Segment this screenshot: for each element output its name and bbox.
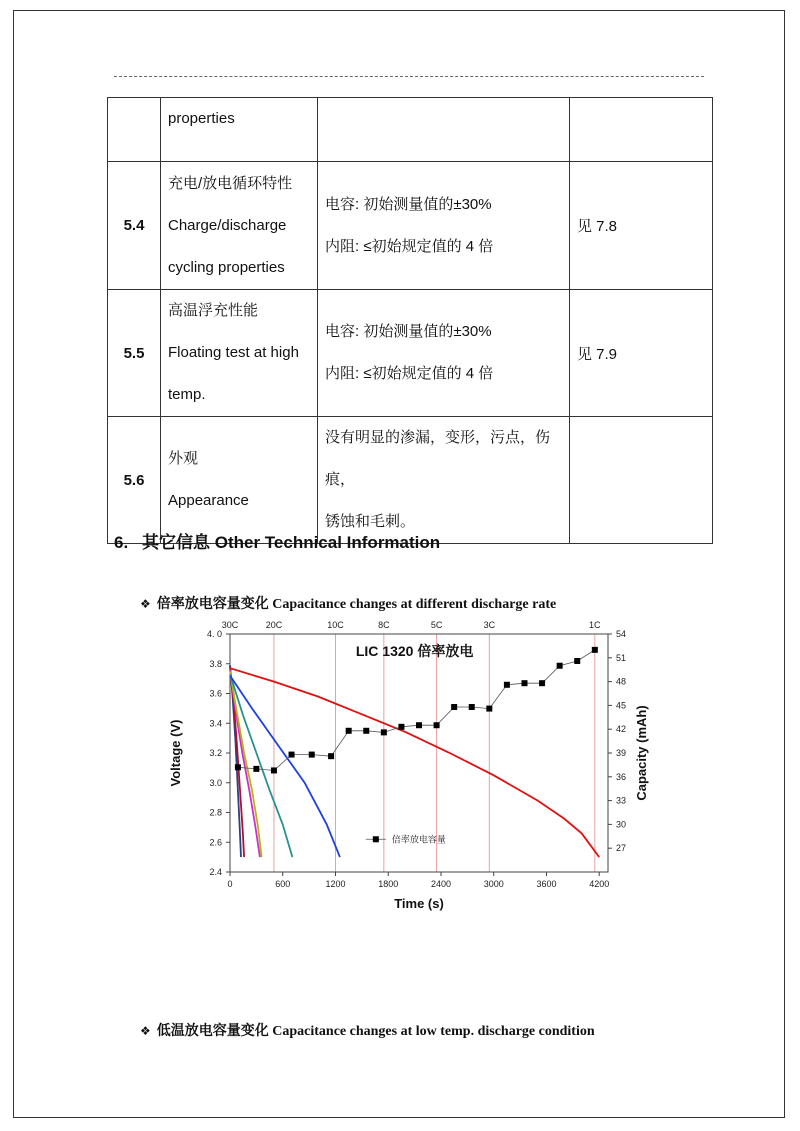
capacity-point: [328, 753, 334, 759]
requirement-line: 电容: 初始测量值的±30%: [325, 195, 492, 213]
item-number-cell: [108, 290, 161, 417]
y2-tick-label: 54: [616, 629, 627, 639]
item-number-cell: [108, 98, 161, 162]
y-tick-label: 2.6: [209, 837, 222, 848]
capacity-point: [539, 680, 545, 686]
capacity-point: [416, 722, 422, 728]
item-name-line: 外观: [168, 450, 199, 467]
item-name-line: 高温浮充性能: [168, 302, 259, 319]
x-tick-label: 4200: [589, 879, 610, 889]
legend-label: 倍率放电容量: [391, 834, 446, 845]
item-name-line: Appearance: [168, 492, 249, 509]
capacity-point: [363, 728, 369, 734]
y-tick-label: 3.2: [209, 748, 222, 758]
capacity-point: [469, 704, 475, 710]
capacity-point: [346, 728, 352, 734]
item-number: 5.4: [123, 217, 145, 234]
y2-tick-label: 33: [616, 795, 627, 806]
y2-tick-label: 51: [616, 652, 627, 663]
y2-tick-label: 42: [616, 724, 627, 735]
rate-label: 8C: [378, 620, 390, 630]
y2-axis-label: Capacity (mAh): [634, 705, 649, 801]
rate-label: 1C: [589, 620, 601, 630]
item-name-line: Charge/discharge: [168, 216, 287, 234]
rate-label: 5C: [430, 620, 443, 630]
table-row: [108, 290, 713, 417]
x-tick-label: 600: [275, 879, 291, 889]
requirement-line: 电容: 初始测量值的±30%: [325, 323, 492, 340]
capacity-point: [235, 764, 241, 770]
item-name-line: cycling properties: [168, 258, 285, 276]
y-tick-label: 3.8: [209, 658, 222, 669]
y2-tick-label: 36: [616, 771, 627, 782]
y-tick-label: 2.4: [209, 867, 222, 877]
capacity-point: [289, 752, 295, 758]
requirement-line: 锈蚀和毛刺。: [325, 513, 416, 530]
rate-label: 30C: [221, 620, 239, 630]
capacity-point: [253, 766, 259, 772]
item-number: 5.5: [123, 344, 145, 362]
x-tick-label: 3600: [536, 879, 557, 889]
capacity-point: [451, 704, 457, 710]
x-tick-label: 3000: [483, 879, 504, 889]
item-number: 5.6: [123, 471, 145, 489]
y-tick-label: 3.0: [209, 777, 222, 788]
test-reference: 见 7.8: [577, 218, 618, 235]
table-row: [108, 162, 713, 290]
test-reference: 见 7.9: [577, 345, 618, 363]
section-heading: [114, 528, 440, 553]
rate-label: 10C: [327, 620, 344, 630]
spec-table: [107, 97, 713, 544]
section-number: 6.: [114, 533, 129, 552]
y-tick-label: 4. 0: [206, 629, 222, 639]
capacity-point: [381, 729, 387, 735]
y-tick-label: 3.6: [209, 688, 222, 699]
y-tick-label: 2.8: [209, 807, 222, 818]
x-axis-label: Time (s): [394, 896, 444, 911]
capacity-point: [271, 767, 277, 773]
capacity-point: [398, 724, 404, 730]
y-axis-label: Voltage (V): [168, 719, 183, 787]
capacity-point: [521, 680, 527, 686]
item-name-line: Floating test at high: [168, 344, 299, 361]
x-tick-label: 0: [227, 879, 233, 889]
capacity-point: [557, 663, 563, 669]
diamond-bullet-icon: ❖: [140, 1024, 151, 1038]
capacity-point: [486, 706, 492, 712]
table-row: [108, 98, 713, 162]
subsection-low-temp: [140, 1020, 595, 1040]
capacity-point: [434, 722, 440, 728]
y2-tick-label: 48: [616, 676, 627, 687]
rate-label: 3C: [483, 620, 496, 630]
item-name-line: 充电/放电循环特性: [168, 174, 293, 192]
subsection-title: 低温放电容量变化 Capacitance changes at low temp. discharge condition: [156, 1024, 595, 1039]
requirement-cell: [318, 98, 570, 162]
item-number-cell: [108, 162, 161, 290]
y-tick-label: 3.4: [209, 718, 222, 729]
y2-tick-label: 27: [616, 843, 627, 854]
x-tick-label: 1800: [378, 879, 399, 889]
item-name-line: temp.: [168, 386, 206, 403]
requirement-line: 内阻: ≤初始规定值的 4 倍: [325, 237, 494, 255]
y2-tick-label: 30: [616, 819, 627, 830]
x-tick-label: 2400: [430, 879, 451, 889]
test-reference-cell: [570, 98, 713, 162]
test-reference-cell: [570, 417, 713, 544]
item-name-cell: [161, 290, 318, 417]
capacity-point: [592, 647, 598, 653]
table-row: [108, 417, 713, 544]
item-name-cell: [161, 98, 318, 162]
subsection-title: 倍率放电容量变化 Capacitance changes at different discharge rate: [156, 597, 557, 612]
capacity-point: [309, 752, 315, 758]
test-reference-cell: [570, 162, 713, 290]
item-name-line: properties: [168, 110, 235, 127]
section-title: 其它信息 Other Technical Information: [142, 533, 441, 552]
requirement-cell: [318, 162, 570, 290]
requirement-line: 没有明显的渗漏，变形，污点，伤痕，: [325, 429, 551, 488]
rate-discharge-chart: [160, 610, 649, 920]
capacity-point: [574, 658, 580, 664]
y2-tick-label: 45: [616, 700, 627, 711]
requirement-line: 内阻: ≤初始规定值的 4 倍: [325, 365, 494, 382]
item-name-cell: [161, 417, 318, 544]
item-name-cell: [161, 162, 318, 290]
rate-label: 20C: [265, 620, 283, 630]
requirement-cell: [318, 417, 570, 544]
capacity-point: [504, 682, 510, 688]
diamond-bullet-icon: ❖: [140, 597, 151, 611]
y2-tick-label: 39: [616, 748, 627, 758]
chart-title: LIC 1320 倍率放电: [355, 643, 474, 659]
header-dashed-rule: [114, 76, 704, 77]
x-tick-label: 1200: [325, 879, 346, 889]
requirement-cell: [318, 290, 570, 417]
legend-marker: [373, 836, 379, 842]
item-number-cell: [108, 417, 161, 544]
test-reference-cell: [570, 290, 713, 417]
